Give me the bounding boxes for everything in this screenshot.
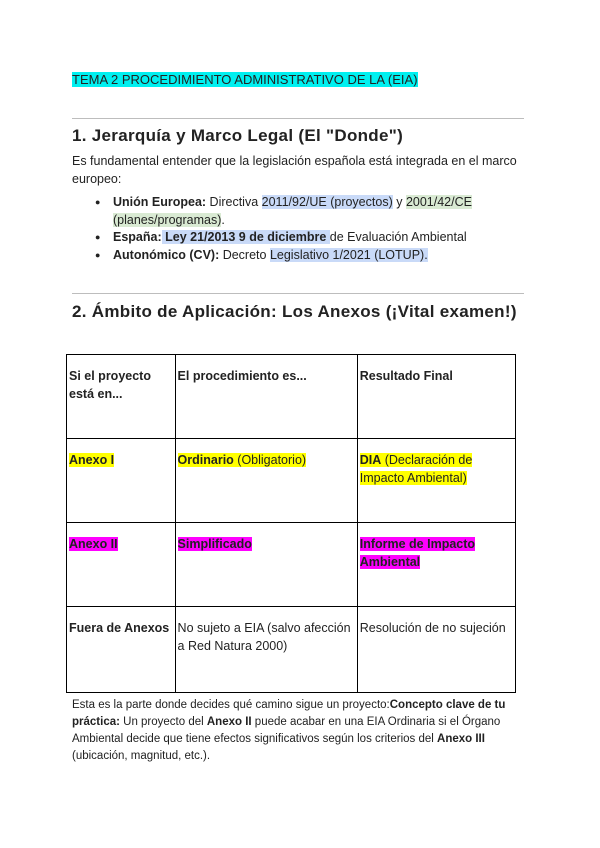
table-header-cell bbox=[67, 355, 176, 439]
document-title bbox=[72, 72, 418, 87]
header-text: Si el proyecto está en... bbox=[69, 369, 151, 401]
key-concept-note bbox=[72, 697, 522, 765]
cell-text: (Declaración de Impacto Ambiental) bbox=[359, 453, 473, 485]
note-text: (ubicación, magnitud, etc.). bbox=[72, 750, 211, 762]
table-cell bbox=[67, 607, 176, 693]
highlight-ley-21-2013: Ley 21/2013 9 de diciembre bbox=[161, 230, 330, 244]
note-bold: Anexo III bbox=[437, 733, 485, 745]
list-item-spain bbox=[95, 229, 515, 247]
table-cell bbox=[357, 439, 515, 523]
table-row bbox=[67, 607, 516, 693]
table-header-cell bbox=[357, 355, 515, 439]
note-text: Un proyecto del bbox=[119, 716, 207, 728]
note-bold: Concepto clave de tu práctica: bbox=[72, 699, 506, 728]
list-item-text: . bbox=[221, 212, 225, 227]
list-item-label: Autonómico (CV): bbox=[113, 247, 220, 262]
cell-text: Ordinario bbox=[177, 453, 234, 467]
header-text: Resultado Final bbox=[359, 369, 453, 383]
cell-text: No sujeto a EIA (salvo afección a Red Natura 2000) bbox=[177, 621, 351, 653]
section-1-intro: Es fundamental entender que la legislación española está integrada en el marco europeo: bbox=[72, 154, 517, 186]
table-cell bbox=[357, 607, 515, 693]
list-item-autonomic bbox=[95, 247, 515, 265]
table-cell bbox=[175, 607, 357, 693]
list-item-text: y bbox=[392, 195, 406, 209]
table-cell bbox=[357, 523, 515, 607]
table-cell bbox=[175, 523, 357, 607]
list-item-text: Decreto bbox=[219, 247, 270, 262]
annex-table bbox=[66, 354, 516, 693]
section-1-heading: 1. Jerarquía y Marco Legal (El "Donde") bbox=[72, 126, 404, 145]
list-item-text: Directiva bbox=[206, 195, 262, 209]
note-text: Esta es la parte donde decides qué camino sigue un proyecto: bbox=[72, 699, 390, 711]
table-cell bbox=[67, 439, 176, 523]
section-2-heading: 2. Ámbito de Aplicación: Los Anexos (¡Vital examen!) bbox=[72, 302, 517, 321]
list-item-label: España: bbox=[113, 230, 162, 244]
table-row bbox=[67, 523, 516, 607]
list-item-text: de Evaluación Ambiental bbox=[329, 230, 467, 244]
highlight-directive-2011: 2011/92/UE (proyectos) bbox=[261, 195, 393, 209]
table-header-cell bbox=[175, 355, 357, 439]
cell-text: Fuera de Anexos bbox=[69, 621, 170, 635]
header-text: El procedimiento es... bbox=[177, 369, 307, 383]
note-text: puede acabar en una EIA Ordinaria si el Órgano Ambiental decide que tiene efectos significativos según los criterios del bbox=[72, 716, 501, 745]
cell-text: Simplificado bbox=[177, 537, 252, 551]
cell-text: DIA bbox=[359, 453, 382, 467]
cell-text: Anexo II bbox=[69, 537, 118, 551]
table-header-row bbox=[67, 355, 516, 439]
cell-text: (Obligatorio) bbox=[233, 453, 307, 467]
highlight-lotup: Legislativo 1/2021 (LOTUP). bbox=[269, 247, 428, 262]
highlight-directive-2001: 2001/42/CE (planes/programas) bbox=[113, 195, 472, 227]
table-row bbox=[67, 439, 516, 523]
table-cell bbox=[67, 523, 176, 607]
list-item-eu bbox=[95, 194, 515, 229]
horizontal-rule-1 bbox=[72, 118, 524, 119]
horizontal-rule-2 bbox=[72, 293, 524, 294]
note-bold: Anexo II bbox=[206, 716, 252, 728]
document-title-text: TEMA 2 PROCEDIMIENTO ADMINISTRATIVO DE LA (EIA) bbox=[72, 72, 418, 87]
list-item-label: Unión Europea: bbox=[113, 195, 207, 209]
legal-framework-list bbox=[95, 194, 515, 264]
cell-text: Anexo I bbox=[69, 453, 115, 467]
table-cell bbox=[175, 439, 357, 523]
cell-text: Resolución de no sujeción bbox=[359, 621, 506, 635]
cell-text: Informe de Impacto Ambiental bbox=[359, 537, 476, 569]
